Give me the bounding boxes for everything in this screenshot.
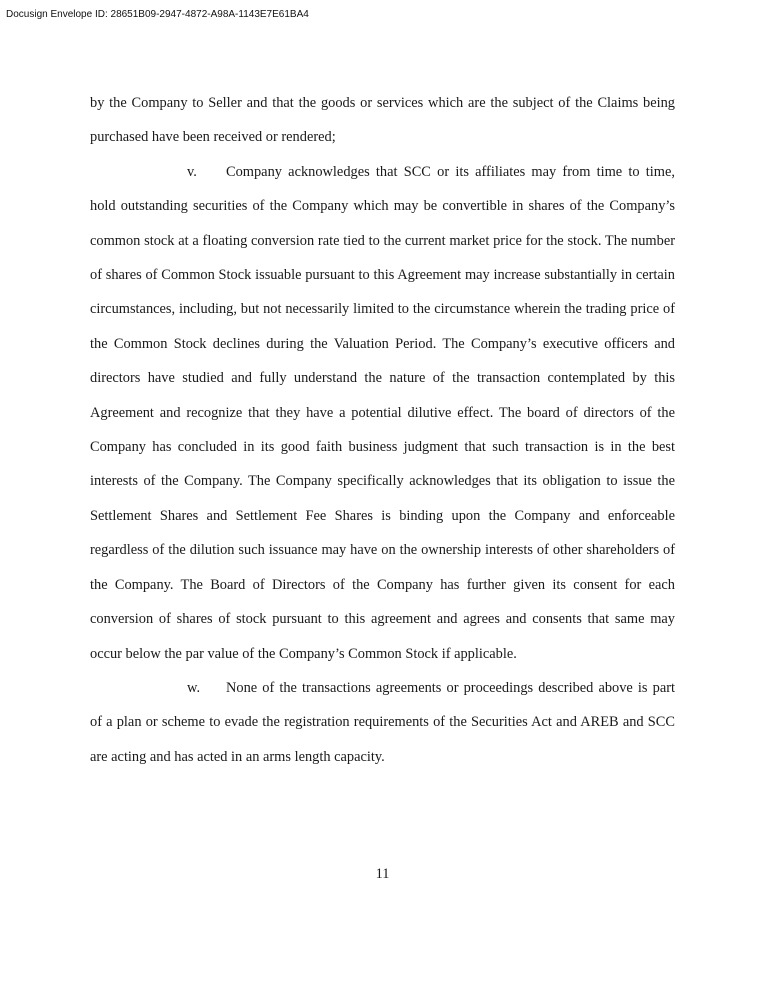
envelope-id: Docusign Envelope ID: 28651B09-2947-4872-A98A-1143E7E61BA4 (6, 9, 309, 20)
paragraph-continuation: by the Company to Seller and that the goods or services which are the subject of the Claims being purchased have been received or rendered; (90, 95, 675, 146)
paragraph-v (90, 155, 675, 671)
paragraph-w-text: None of the transactions agreements or proceedings described above is part of a plan or scheme to evade the registration requirements of the Securities Act and AREB and SCC are acting and has acted in an arms length capacity. (90, 679, 675, 765)
paragraph-v-text: Company acknowledges that SCC or its affiliates may from time to time, hold outstanding securities of the Company which may be convertible in shares of the Company’s common stock at a floating conversion rate tied to the current market price for the stock. The number of shares of Common Stock issuable pursuant to this Agreement may increase substantially in certain circumstances, including, but not necessarily limited to the circumstance wherein the trading price of the Common Stock declines during the Valuation Period. The Company’s executive officers and directors have studied and fully understand the nature of the transaction contemplated by this Agreement and recognize that they have a potential dilutive effect. The board of directors of the Company has concluded in its good faith business judgment that such transaction is in the best interests of the Company. The Company specifically acknowledges that its obligation to issue the Settlement Shares and Settlement Fee Shares is binding upon the Company and enforceable regardless of the dilution such issuance may have on the ownership interests of other shareholders of the Company. The Board of Directors of the Company has further given its consent for each conversion of shares of stock pursuant to this agreement and agrees and consents that same may occur below the par value of the Company’s Common Stock if applicable. (90, 163, 675, 662)
paragraph-w-marker: w. (187, 679, 201, 696)
paragraph-w (90, 671, 675, 774)
page-number: 11 (375, 866, 390, 882)
paragraph-v-marker: v. (187, 163, 197, 180)
document-body (90, 86, 675, 774)
